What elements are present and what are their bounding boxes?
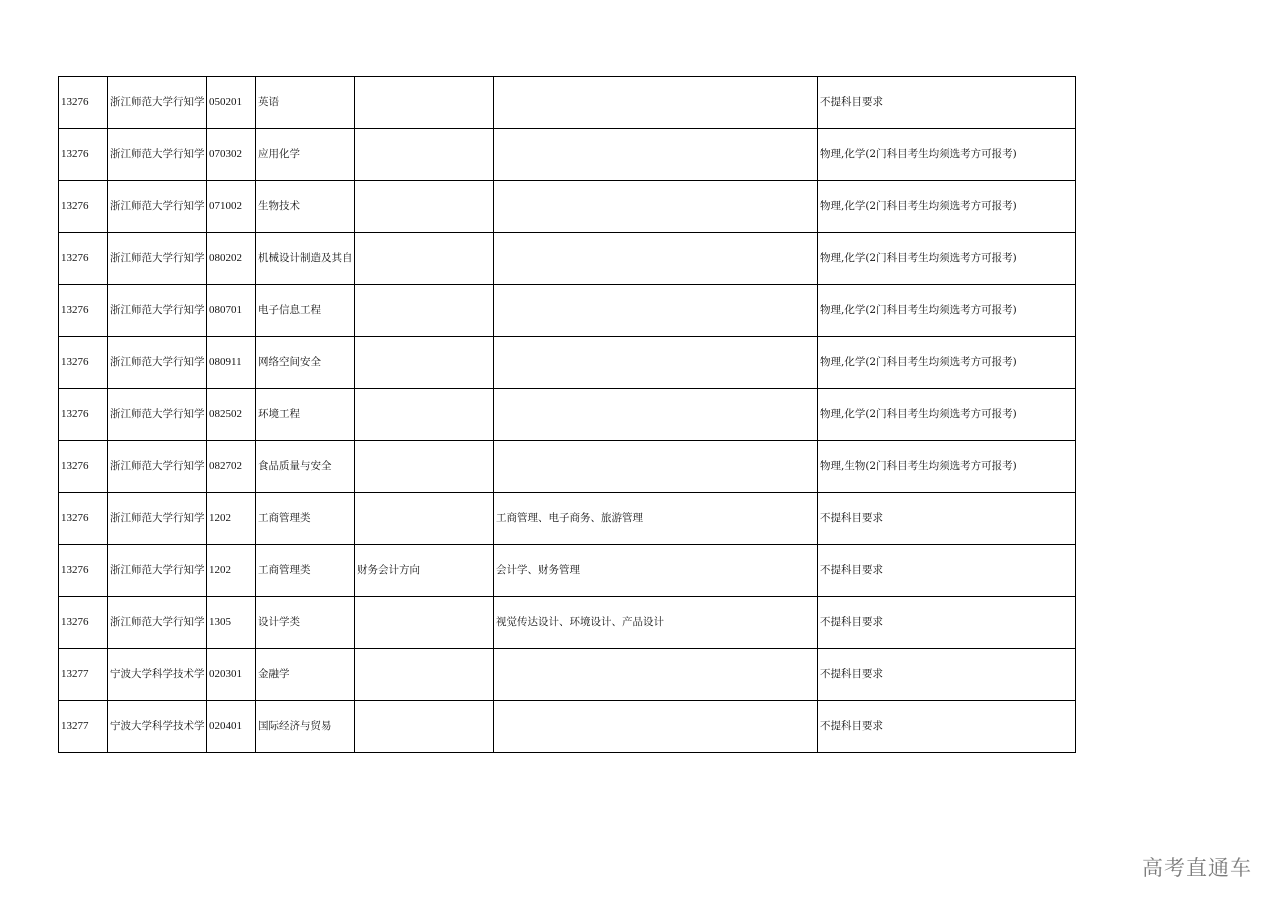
major-name-cell: 英语	[256, 77, 355, 129]
subject-requirement-cell: 不提科目要求	[818, 545, 1076, 597]
major-code-cell: 1202	[207, 493, 256, 545]
table-body	[59, 77, 1076, 753]
table-row	[59, 181, 1076, 233]
major-name-cell: 工商管理类	[256, 493, 355, 545]
school-code-cell: 13276	[59, 545, 108, 597]
direction-cell	[355, 77, 494, 129]
table-row	[59, 285, 1076, 337]
subject-requirement-cell: 物理,化学(2门科目考生均须选考方可报考)	[818, 129, 1076, 181]
direction-cell	[355, 493, 494, 545]
major-name-cell: 金融学	[256, 649, 355, 701]
major-code-cell: 082702	[207, 441, 256, 493]
school-name-cell: 浙江师范大学行知学	[108, 597, 207, 649]
school-code-cell: 13276	[59, 285, 108, 337]
major-code-cell: 050201	[207, 77, 256, 129]
major-code-cell: 020401	[207, 701, 256, 753]
school-code-cell: 13277	[59, 649, 108, 701]
included-majors-cell	[494, 233, 818, 285]
direction-cell	[355, 597, 494, 649]
table-row	[59, 441, 1076, 493]
direction-cell	[355, 441, 494, 493]
subject-requirement-cell: 不提科目要求	[818, 493, 1076, 545]
school-name-cell: 浙江师范大学行知学	[108, 181, 207, 233]
subject-requirement-cell: 物理,化学(2门科目考生均须选考方可报考)	[818, 233, 1076, 285]
direction-cell: 财务会计方向	[355, 545, 494, 597]
direction-cell	[355, 649, 494, 701]
school-code-cell: 13277	[59, 701, 108, 753]
school-name-cell: 浙江师范大学行知学	[108, 389, 207, 441]
subject-requirement-cell: 不提科目要求	[818, 701, 1076, 753]
major-code-cell: 082502	[207, 389, 256, 441]
school-code-cell: 13276	[59, 337, 108, 389]
table-row	[59, 233, 1076, 285]
major-code-cell: 080701	[207, 285, 256, 337]
school-code-cell: 13276	[59, 441, 108, 493]
direction-cell	[355, 701, 494, 753]
school-code-cell: 13276	[59, 77, 108, 129]
school-name-cell: 浙江师范大学行知学	[108, 337, 207, 389]
direction-cell	[355, 233, 494, 285]
included-majors-cell: 视觉传达设计、环境设计、产品设计	[494, 597, 818, 649]
major-code-cell: 1202	[207, 545, 256, 597]
school-code-cell: 13276	[59, 493, 108, 545]
table-row	[59, 701, 1076, 753]
direction-cell	[355, 389, 494, 441]
table-row	[59, 129, 1076, 181]
major-name-cell: 工商管理类	[256, 545, 355, 597]
major-name-cell: 生物技术	[256, 181, 355, 233]
major-name-cell: 食品质量与安全	[256, 441, 355, 493]
school-name-cell: 浙江师范大学行知学	[108, 233, 207, 285]
included-majors-cell	[494, 181, 818, 233]
included-majors-cell	[494, 129, 818, 181]
major-code-cell: 1305	[207, 597, 256, 649]
included-majors-cell	[494, 649, 818, 701]
included-majors-cell	[494, 77, 818, 129]
major-code-cell: 080911	[207, 337, 256, 389]
school-code-cell: 13276	[59, 597, 108, 649]
table-row	[59, 337, 1076, 389]
included-majors-cell: 会计学、财务管理	[494, 545, 818, 597]
major-name-cell: 设计学类	[256, 597, 355, 649]
watermark-text: 高考直通车	[1142, 856, 1252, 880]
school-code-cell: 13276	[59, 233, 108, 285]
table-row	[59, 597, 1076, 649]
direction-cell	[355, 181, 494, 233]
major-name-cell: 国际经济与贸易	[256, 701, 355, 753]
direction-cell	[355, 129, 494, 181]
included-majors-cell: 工商管理、电子商务、旅游管理	[494, 493, 818, 545]
table-row	[59, 545, 1076, 597]
subject-requirement-cell: 物理,化学(2门科目考生均须选考方可报考)	[818, 285, 1076, 337]
school-code-cell: 13276	[59, 389, 108, 441]
major-name-cell: 应用化学	[256, 129, 355, 181]
table-row	[59, 77, 1076, 129]
school-name-cell: 浙江师范大学行知学	[108, 545, 207, 597]
included-majors-cell	[494, 285, 818, 337]
included-majors-cell	[494, 441, 818, 493]
major-name-cell: 环境工程	[256, 389, 355, 441]
included-majors-cell	[494, 389, 818, 441]
school-name-cell: 浙江师范大学行知学	[108, 493, 207, 545]
major-name-cell: 机械设计制造及其自	[256, 233, 355, 285]
major-name-cell: 网络空间安全	[256, 337, 355, 389]
major-code-cell: 070302	[207, 129, 256, 181]
direction-cell	[355, 285, 494, 337]
subject-requirement-cell: 物理,化学(2门科目考生均须选考方可报考)	[818, 389, 1076, 441]
table-row	[59, 493, 1076, 545]
major-code-cell: 020301	[207, 649, 256, 701]
table-row	[59, 389, 1076, 441]
school-name-cell: 宁波大学科学技术学	[108, 701, 207, 753]
subject-requirement-cell: 物理,生物(2门科目考生均须选考方可报考)	[818, 441, 1076, 493]
school-name-cell: 浙江师范大学行知学	[108, 129, 207, 181]
school-name-cell: 浙江师范大学行知学	[108, 441, 207, 493]
school-code-cell: 13276	[59, 181, 108, 233]
subject-requirements-table	[58, 76, 1076, 753]
included-majors-cell	[494, 701, 818, 753]
school-name-cell: 浙江师范大学行知学	[108, 77, 207, 129]
major-code-cell: 071002	[207, 181, 256, 233]
school-name-cell: 宁波大学科学技术学	[108, 649, 207, 701]
subject-requirement-cell: 不提科目要求	[818, 597, 1076, 649]
included-majors-cell	[494, 337, 818, 389]
school-code-cell: 13276	[59, 129, 108, 181]
major-name-cell: 电子信息工程	[256, 285, 355, 337]
major-code-cell: 080202	[207, 233, 256, 285]
direction-cell	[355, 337, 494, 389]
subject-requirement-cell: 不提科目要求	[818, 649, 1076, 701]
subject-requirement-cell: 物理,化学(2门科目考生均须选考方可报考)	[818, 181, 1076, 233]
school-name-cell: 浙江师范大学行知学	[108, 285, 207, 337]
table-row	[59, 649, 1076, 701]
subject-requirement-cell: 物理,化学(2门科目考生均须选考方可报考)	[818, 337, 1076, 389]
subject-requirement-cell: 不提科目要求	[818, 77, 1076, 129]
